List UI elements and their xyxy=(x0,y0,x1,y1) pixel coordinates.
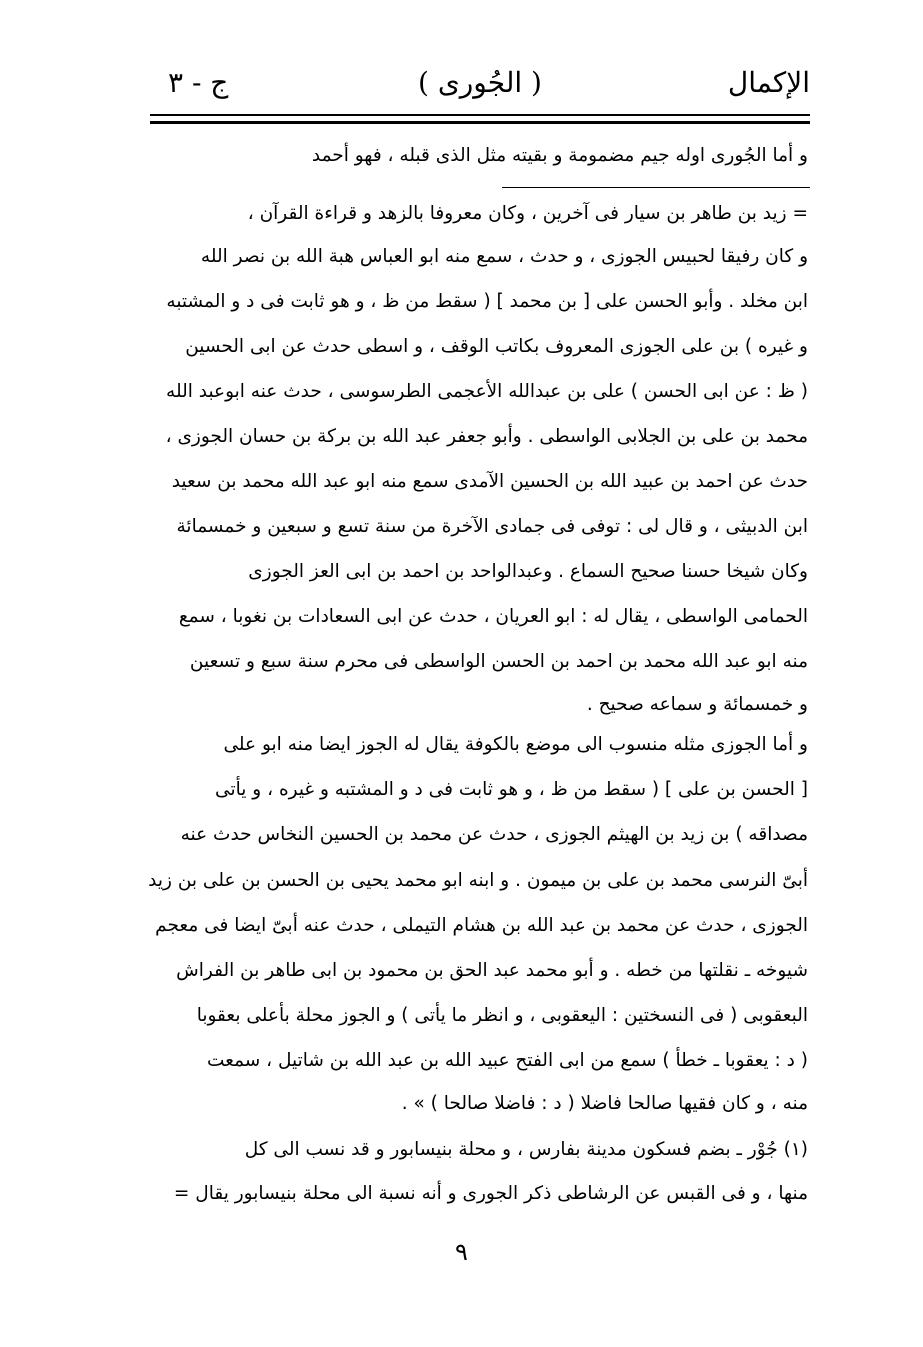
text-line: محمد بن على بن الجلابى الواسطى . وأبو جعفر عبد الله بن بركة بن حسان الجوزى ، xyxy=(165,426,808,447)
page-number: ٩ xyxy=(455,1238,468,1266)
text-line: منه ، و كان فقيها صالحا فاضلا ( د : فاضلا صالحا ) » . xyxy=(401,1093,808,1114)
text-line: [ الحسن بن على ] ( سقط من ظ ، و هو ثابت فى د و المشتبه و غيره ، و يأتى xyxy=(215,779,808,800)
text-line: = زيد بن طاهر بن سيار فى آخرين ، وكان معروفا بالزهد و قراءة القرآن ، xyxy=(247,203,808,224)
footnote-line: (١) جُوْر ـ بضم فسكون مدينة بفارس ، و محلة بنيسابور و قد نسب الى كل xyxy=(244,1139,808,1160)
text-line: ( ظ : عن ابى الحسن ) على بن عبدالله الأعجمى الطرسوسى ، حدث عنه ابوعبد الله xyxy=(166,381,808,402)
header-rule-thick xyxy=(150,121,810,124)
text-line: و أما الجُورى اوله جيم مضمومة و بقيته مثل الذى قبله ، فهو أحمد xyxy=(311,145,808,166)
volume-label: ج - ٣ xyxy=(168,66,229,99)
text-line: ابن مخلد . وأبو الحسن على [ بن محمد ] ( سقط من ظ ، و هو ثابت فى د و المشتبه xyxy=(166,291,808,312)
text-line: البعقوبى ( فى النسختين : اليعقوبى ، و انظر ما يأتى ) و الجوز محلة بأعلى بعقوبا xyxy=(196,1005,808,1026)
text-line: مصداقه ) بن زيد بن الهيثم الجوزى ، حدث عن محمد بن الحسين النخاس حدث عنه xyxy=(180,824,808,845)
footnote-line: منها ، و فى القبس عن الرشاطى ذكر الجورى و أنه نسبة الى محلة بنيسابور يقال = xyxy=(173,1183,808,1204)
book-title: الإكمال xyxy=(727,66,810,99)
text-line: و كان رفيقا لحبيس الجوزى ، و حدث ، سمع منه ابو العباس هبة الله بن نصر الله xyxy=(200,246,808,267)
text-line: و غيره ) بن على الجوزى المعروف بكاتب الوقف ، و اسطى حدث عن ابى الحسين xyxy=(185,336,808,357)
text-line: شيوخه ـ نقلتها من خطه . و أبو محمد عبد الحق بن محمود بن ابى طاهر بن الفراش xyxy=(176,960,808,981)
text-line: الحمامى الواسطى ، يقال له : ابو العريان ، حدث عن ابى السعادات بن نغوبا ، سمع xyxy=(178,606,808,627)
text-line: وكان شيخا حسنا صحيح السماع . وعبدالواحد بن احمد بن ابى العز الجوزى xyxy=(248,561,808,582)
text-line: و خمسمائة و سماعه صحيح . xyxy=(586,694,808,715)
text-line: حدث عن احمد بن عبيد الله بن الحسين الآمدى سمع منه ابو عبد الله محمد بن سعيد xyxy=(171,471,808,492)
text-line: ابن الدبيثى ، و قال لى : توفى فى جمادى الآخرة من سنة تسع و سبعين و خمسمائة xyxy=(176,516,808,537)
text-line: و أما الجوزى مثله منسوب الى موضع بالكوفة يقال له الجوز ايضا منه ابو على xyxy=(223,734,808,755)
header-rule-thin xyxy=(150,114,810,116)
text-line: منه ابو عبد الله محمد بن احمد بن الحسن الواسطى فى محرم سنة سبع و تسعين xyxy=(189,651,808,672)
text-line: أبىّ النرسى محمد بن على بن ميمون . و ابنه ابو محمد يحيى بن الحسن بن على بن زيد xyxy=(148,870,808,891)
note-separator xyxy=(502,187,810,188)
running-title: ( الجُورى ) xyxy=(418,66,542,99)
text-line: ( د : يعقوبا ـ خطأ ) سمع من ابى الفتح عبيد الله بن عبد الله بن شاتيل ، سمعت xyxy=(207,1050,808,1071)
text-line: الجوزى ، حدث عن محمد بن عبد الله بن هشام التيملى ، حدث عنه أبىّ ايضا فى معجم xyxy=(155,915,808,936)
page-header xyxy=(150,62,810,106)
